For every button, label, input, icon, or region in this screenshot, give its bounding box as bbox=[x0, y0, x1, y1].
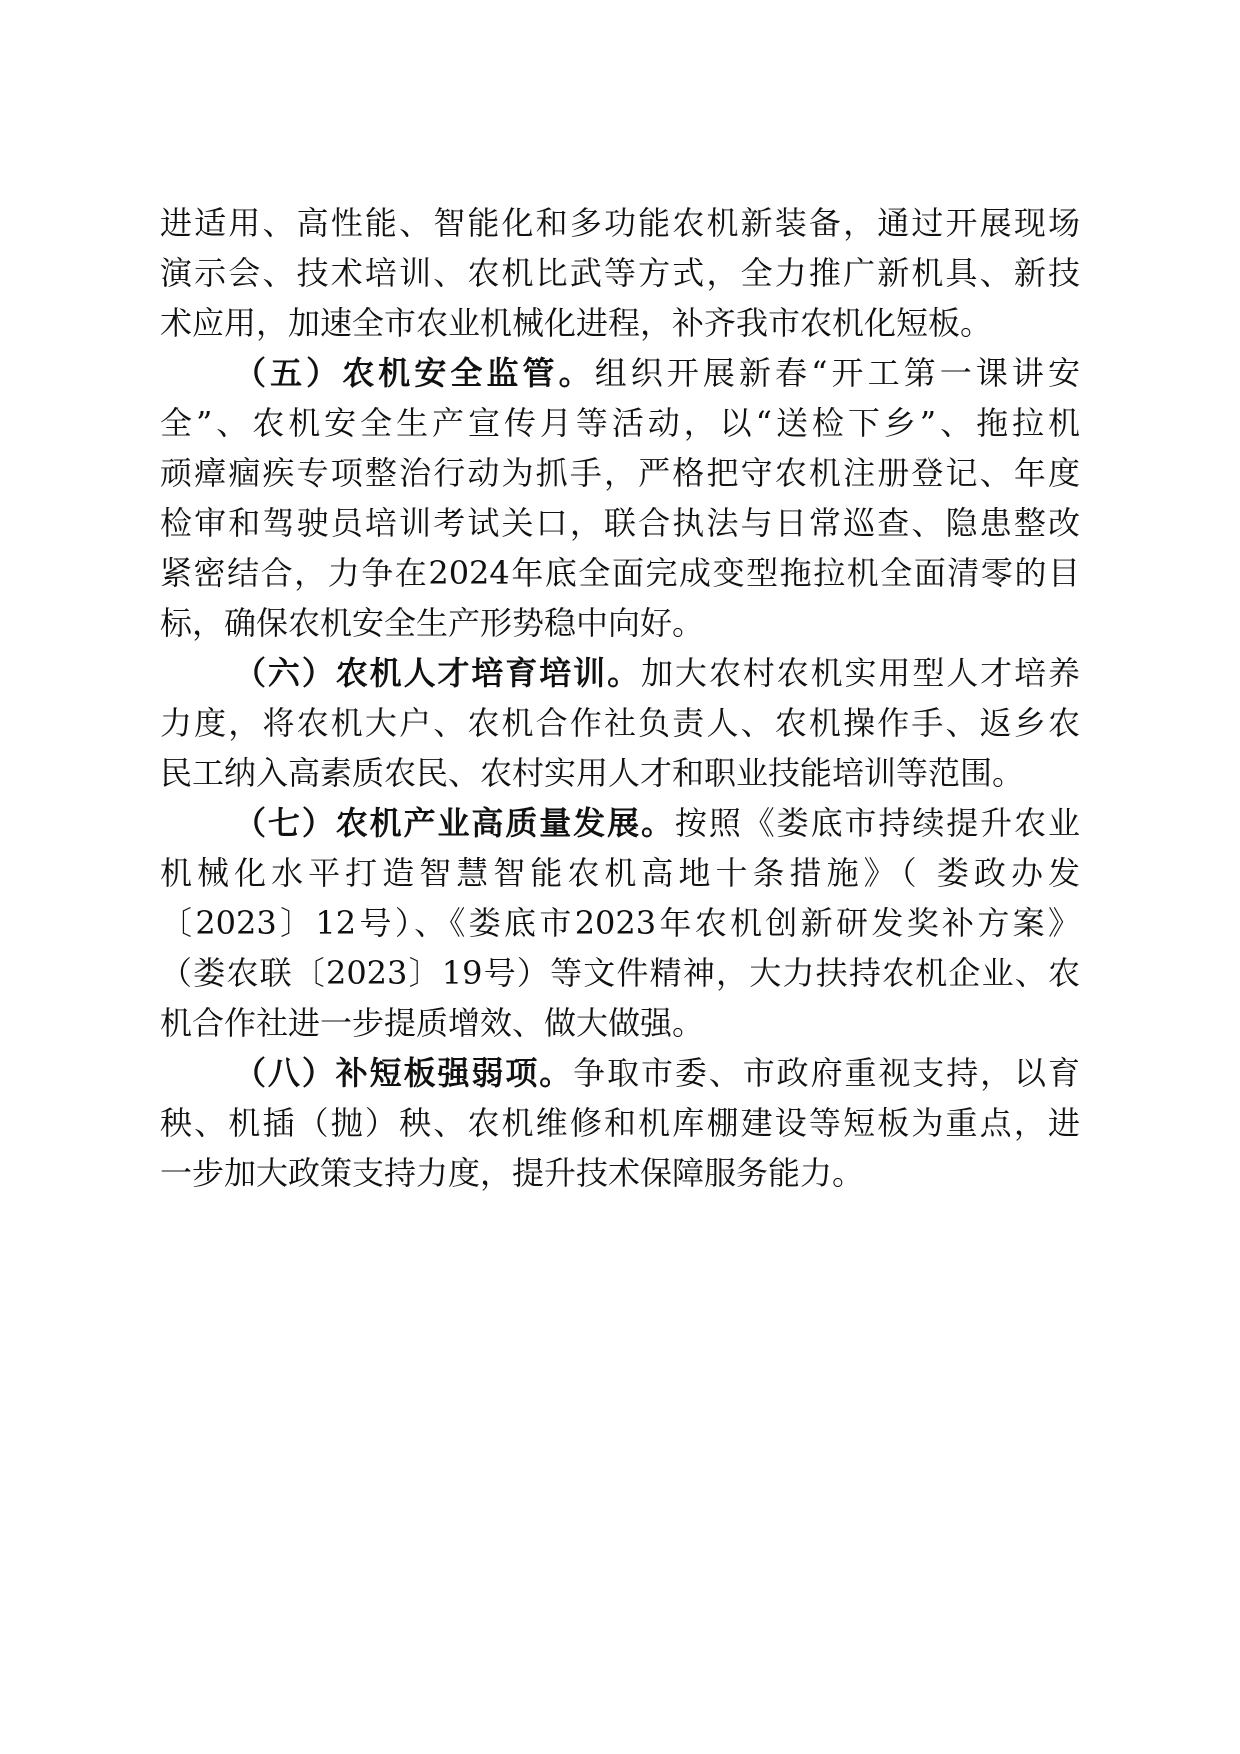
section-heading: （七）农机产业高质量发展。 bbox=[234, 804, 675, 842]
document-page bbox=[160, 198, 1080, 1198]
paragraph-section-8 bbox=[160, 1048, 1080, 1198]
paragraph-line: 进适用、高性能、智能化和多功能农机新装备，通过开展现场 bbox=[160, 204, 1080, 242]
paragraph-first-line bbox=[160, 798, 1080, 848]
paragraph-line: 标，确保农机安全生产形势稳中向好。 bbox=[160, 604, 705, 642]
paragraph-line: 〔2023〕12号）、《娄底市2023年农机创新研发奖补方案》 bbox=[160, 904, 1080, 942]
section-heading: （六）农机人才培育培训。 bbox=[234, 654, 641, 692]
paragraph-line: 顽瘴痼疾专项整治行动为抓手，严格把守农机注册登记、年度 bbox=[160, 454, 1080, 492]
paragraph-line: 术应用，加速全市农业机械化进程，补齐我市农机化短板。 bbox=[160, 304, 993, 342]
paragraph-line: 机械化水平打造智慧智能农机高地十条措施》（ 娄政办发 bbox=[160, 854, 1080, 892]
section-heading: （五）农机安全监管。 bbox=[234, 354, 595, 392]
paragraph-line: 一步加大政策支持力度，提升技术保障服务能力。 bbox=[160, 1154, 865, 1192]
section-heading: （八）补短板强弱项。 bbox=[234, 1054, 574, 1092]
paragraph-line: 秧、机插（抛）秧、农机维修和机库棚建设等短板为重点，进 bbox=[160, 1104, 1080, 1142]
paragraph-section-7 bbox=[160, 798, 1080, 1048]
paragraph-line: 民工纳入高素质农民、农村实用人才和职业技能培训等范围。 bbox=[160, 754, 1025, 792]
paragraph-section-5 bbox=[160, 348, 1080, 648]
paragraph-line-text: 组织开展新春“开工第一课讲安 bbox=[594, 354, 1080, 392]
paragraph-first-line bbox=[160, 1048, 1080, 1098]
paragraph-first-line bbox=[160, 648, 1080, 698]
paragraph-line: 紧密结合，力争在2024年底全面完成变型拖拉机全面清零的目 bbox=[160, 554, 1080, 592]
paragraph-section-6 bbox=[160, 648, 1080, 798]
paragraph-continuation bbox=[160, 198, 1080, 348]
paragraph-line: 力度，将农机大户、农机合作社负责人、农机操作手、返乡农 bbox=[160, 704, 1080, 742]
paragraph-line: 全”、农机安全生产宣传月等活动，以“送检下乡”、拖拉机 bbox=[160, 404, 1080, 442]
paragraph-line: （娄农联〔2023〕19号）等文件精神，大力扶持农机企业、农 bbox=[160, 954, 1080, 992]
paragraph-line: 机合作社进一步提质增效、做大做强。 bbox=[160, 1004, 705, 1042]
paragraph-line-text: 加大农村农机实用型人才培养 bbox=[641, 654, 1080, 692]
paragraph-line-text: 争取市委、市政府重视支持，以育 bbox=[573, 1054, 1080, 1092]
paragraph-first-line bbox=[160, 348, 1080, 398]
paragraph-line: 演示会、技术培训、农机比武等方式，全力推广新机具、新技 bbox=[160, 254, 1080, 292]
paragraph-line: 检审和驾驶员培训考试关口，联合执法与日常巡查、隐患整改 bbox=[160, 504, 1080, 542]
paragraph-line-text: 按照《娄底市持续提升农业 bbox=[674, 804, 1080, 842]
